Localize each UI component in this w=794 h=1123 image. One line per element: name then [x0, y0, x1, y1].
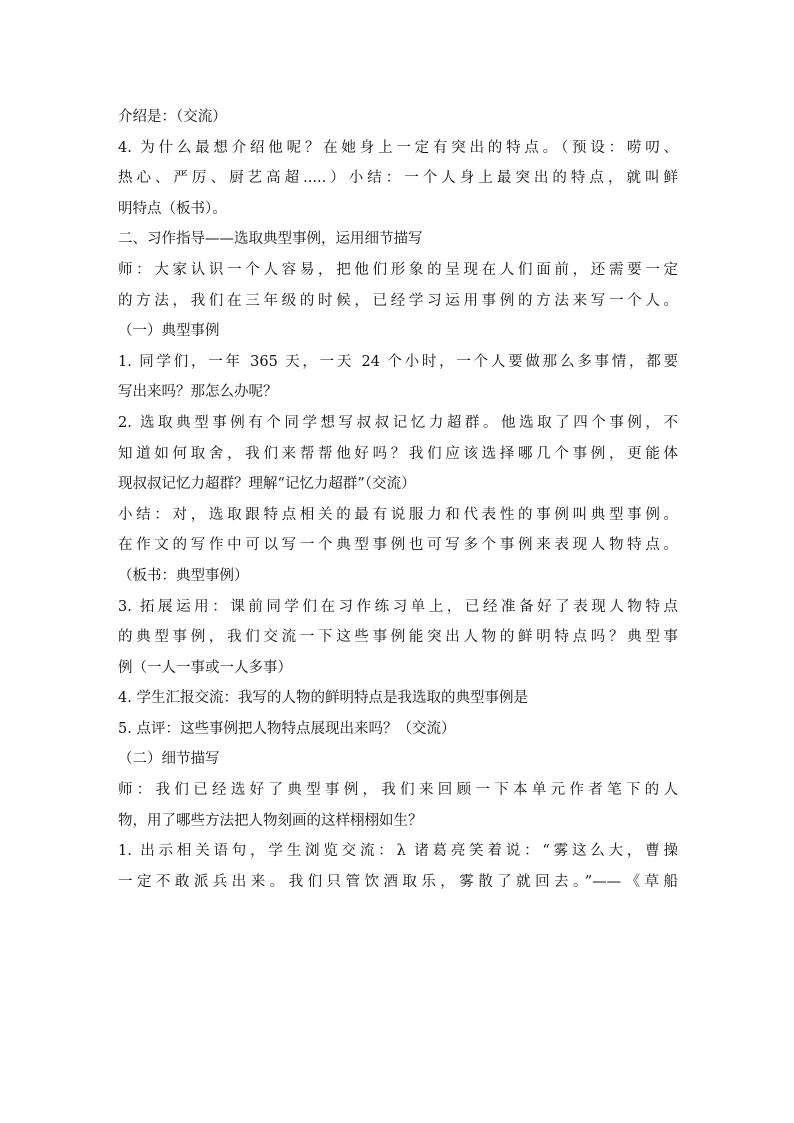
text-line: 一定不敢派兵出来。我们只管饮酒取乐，雾散了就回去。”——《草船 [118, 873, 678, 890]
text-line: 例（一人一事或一人多事） [118, 659, 292, 676]
text-line: 3. 拓展运用：课前同学们在习作练习单上，已经准备好了表现人物特点 [118, 598, 678, 615]
text-line: 4. 为什么最想介绍他呢？在她身上一定有突出的特点。（预设：唠叨、 [118, 139, 678, 156]
text-line: 明特点（板书）。 [118, 200, 227, 217]
text-line: （板书：典型事例） [118, 567, 249, 584]
text-line: 2. 选取典型事例有个同学想写叔叔记忆力超群。他选取了四个事例，不 [118, 414, 678, 431]
text-line: 物，用了哪些方法把人物刻画的这样栩栩如生？ [118, 812, 423, 829]
text-line: 4. 学生汇报交流：我写的人物的鲜明特点是我选取的典型事例是 [118, 690, 528, 707]
text-line: 5. 点评：这些事例把人物特点展现出来吗？（交流） [118, 720, 456, 737]
document-body [118, 105, 678, 900]
text-line: 小结：对，选取跟特点相关的最有说服力和代表性的事例叫典型事例。 [118, 506, 678, 523]
text-line: 师：大家认识一个人容易，把他们形象的呈现在人们面前，还需要一定 [118, 261, 678, 278]
text-line: 介绍是：（交流） [118, 109, 227, 125]
text-line: 1. 出示相关语句，学生浏览交流：λ 诸葛亮笑着说：“雾这么大，曹操 [118, 843, 678, 860]
text-line: 在作文的写作中可以写一个典型事例也可写多个事例来表现人物特点。 [118, 537, 678, 554]
section-heading: 二、习作指导——选取典型事例，运用细节描写 [118, 231, 423, 248]
subsection-heading: （一）典型事例 [118, 323, 220, 340]
text-line: 现叔叔记忆力超群？理解“记忆力超群”（交流） [118, 476, 416, 493]
text-line: 师：我们已经选好了典型事例，我们来回顾一下本单元作者笔下的人 [118, 782, 678, 799]
text-line: 写出来吗？那怎么办呢？ [118, 384, 278, 401]
subsection-heading: （二）细节描写 [118, 751, 220, 768]
text-line: 1. 同学们，一年 365 天，一天 24 个小时，一个人要做那么多事情，都要 [118, 353, 678, 370]
text-line: 知道如何取舍，我们来帮帮他好吗？我们应该选择哪几个事例，更能体 [118, 445, 678, 462]
text-line: 热心、严厉、厨艺高超.....）小结：一个人身上最突出的特点，就叫鲜 [118, 170, 678, 187]
text-line: 的典型事例，我们交流一下这些事例能突出人物的鲜明特点吗？典型事 [118, 629, 678, 646]
text-line: 的方法，我们在三年级的时候，已经学习运用事例的方法来写一个人。 [118, 292, 678, 309]
